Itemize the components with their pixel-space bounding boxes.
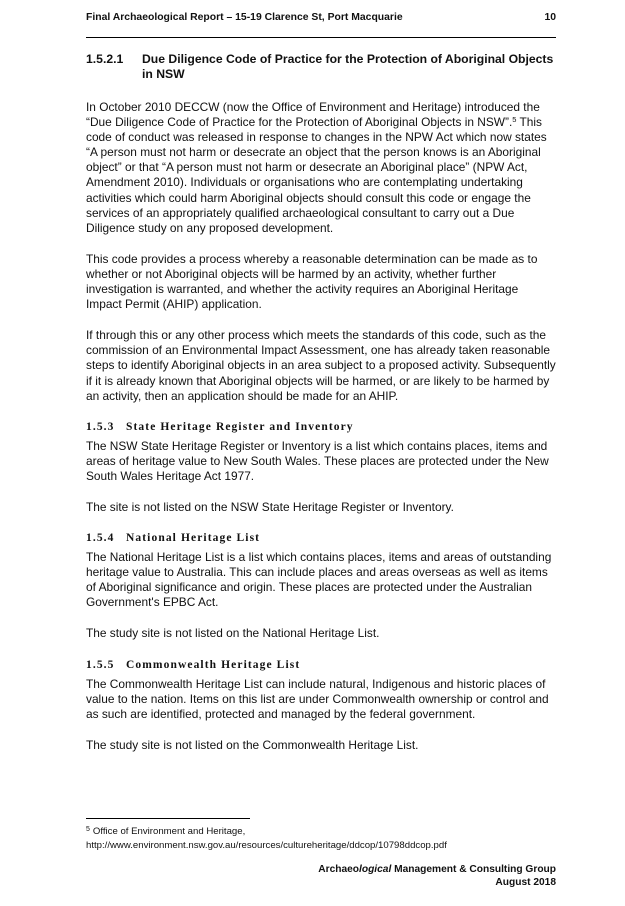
footer-date: August 2018 xyxy=(495,876,556,888)
section-heading-due-diligence xyxy=(86,52,556,82)
page-footer xyxy=(300,864,556,889)
section-title: State Heritage Register and Inventory xyxy=(126,420,354,433)
footer-organisation: Archaeological Management & Consulting Group xyxy=(318,864,556,875)
section-heading-national-heritage xyxy=(86,531,556,546)
section-title: Commonwealth Heritage List xyxy=(126,658,301,671)
footnote-line-1: $^5$ Office of Environment and Heritage, xyxy=(86,826,246,837)
section-number: 1.5.4 xyxy=(86,532,115,545)
paragraph-commonwealth-list: The Commonwealth Heritage List can include natural, Indigenous and historic places of value to the nation. Items on this list are under Commonwealth ownership or control and as such are identified, protected and managed by the federal government. xyxy=(86,676,549,721)
section-heading-state-heritage xyxy=(86,420,556,435)
header-divider xyxy=(86,37,556,38)
section-heading-commonwealth-heritage xyxy=(86,658,556,673)
section-number: 1.5.3 xyxy=(86,420,115,433)
paragraph-state-register: The NSW State Heritage Register or Inventory is a list which contains places, items and areas of heritage value to New South Wales. These places are protected under the New South Wales Heritage Act 1977. xyxy=(86,438,549,483)
footnote-url[interactable]: http://www.environment.nsw.gov.au/resources/cultureheritage/ddcop/10798ddcop.pdf xyxy=(86,840,447,851)
paragraph-state-finding: The site is not listed on the NSW State Heritage Register or Inventory. xyxy=(86,499,454,514)
paragraph-national-list: The National Heritage List is a list which contains places, items and areas of outstanding heritage value to Australia. This can include places and areas overseas as well as items of Aboriginal significance and origin. These places are protected under the Australian Government's EPBC Act. xyxy=(86,550,552,610)
paragraph-code-process: This code provides a process whereby a reasonable determination can be made as to whether or not Aboriginal objects will be harmed by an activity, whether further investigation is warranted, and whether the activity requires an Aboriginal Heritage Impact Permit (AHIP) application. xyxy=(86,251,538,312)
footnote-marker: 5 xyxy=(86,826,90,833)
footnote-divider xyxy=(86,818,250,819)
page-body xyxy=(86,52,556,769)
paragraph-code-standards: If through this or any other process which meets the standards of this code, such as the commission of an Environmental Impact Assessment, one has already taken reasonable steps to identify Aboriginal objects in an area subject to a proposed activity. Subsequently if it is already known that Aboriginal objects will be harmed, or are likely to be harmed by an activity, then an application should be made for an AHIP. xyxy=(86,328,556,403)
footnote xyxy=(86,825,556,853)
section-number: 1.5.5 xyxy=(86,658,115,671)
paragraph-commonwealth-finding: The study site is not listed on the Commonwealth Heritage List. xyxy=(86,737,419,752)
page-number: 10 xyxy=(544,12,556,23)
section-title: Due Diligence Code of Practice for the Protection of Aboriginal Objects in NSW xyxy=(142,52,554,81)
footnote-reference[interactable]: 5 xyxy=(512,115,517,125)
paragraph-due-diligence-intro: In October 2010 DECCW (now the Office of Environment and Heritage) introduced the “Due Diligence Code of Practice for the Protection of Aboriginal Objects in NSW”.$^5$ This code of conduct was released in response to changes in the NPW Act which now states “A person must not harm or desecrate an object that the person knows is an Aboriginal object” or that “A person must not harm or desecrate an Aboriginal place” (NPW Act, Amendment 2010). Individuals or organisations who are contemplating undertaking activities which could harm Aboriginal objects should consult this code or engage the services of an appropriately qualified archaeological consultant to carry out a Due Diligence study on any proposed development. xyxy=(86,100,547,235)
paragraph-national-finding: The study site is not listed on the National Heritage List. xyxy=(86,626,380,641)
section-number: 1.5.2.1 xyxy=(86,52,124,66)
report-title: Final Archaeological Report – 15-19 Clarence St, Port Macquarie xyxy=(86,12,403,23)
section-title: National Heritage List xyxy=(126,532,261,545)
